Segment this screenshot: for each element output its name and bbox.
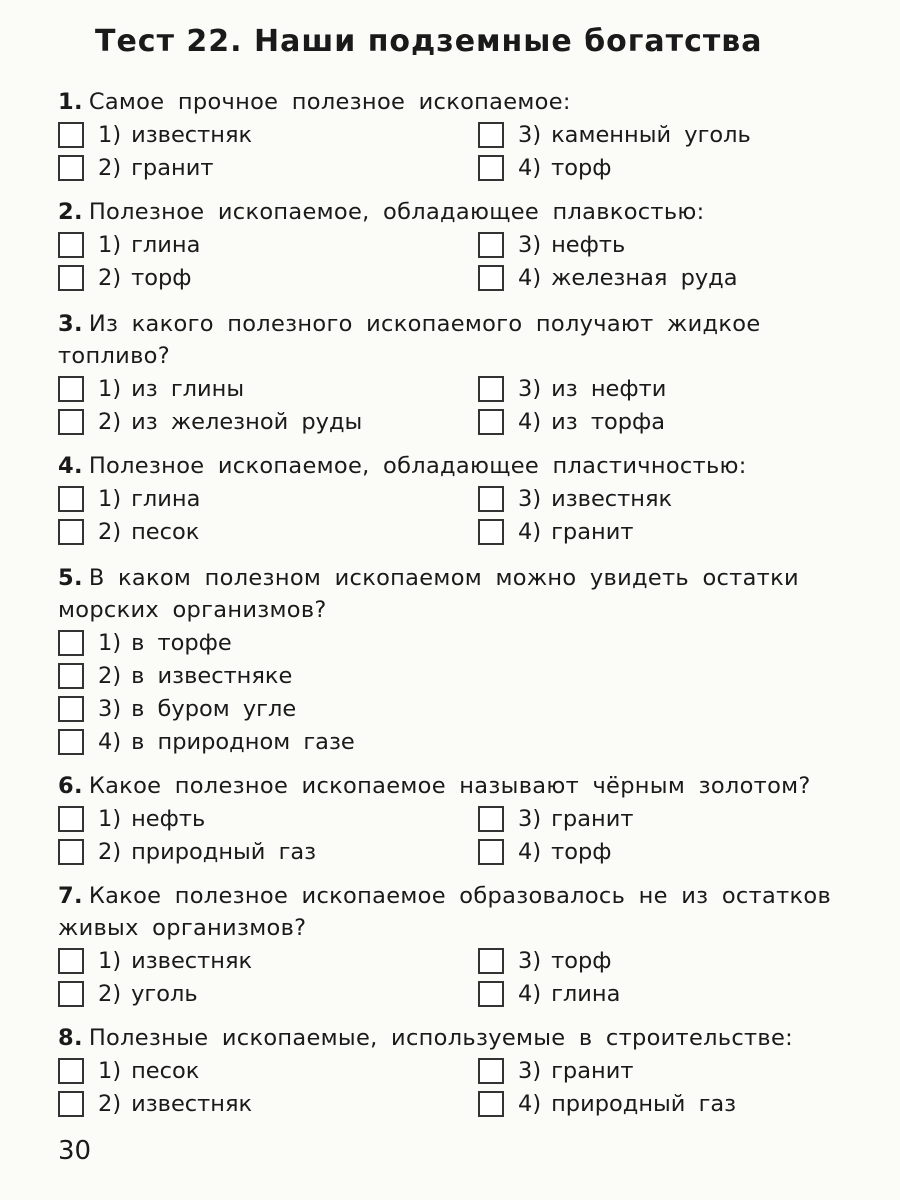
option-text: природный газ [551,1090,737,1117]
option-text: гранит [551,518,634,545]
option-text: в природном газе [131,728,355,755]
option-text: торф [551,947,612,974]
option-number: 3) [518,1057,542,1084]
option-number: 1) [98,1057,122,1084]
option-text: из железной руды [131,408,363,435]
checkbox[interactable] [478,1091,504,1117]
question-2 [58,196,858,294]
answer-option[interactable] [58,1087,478,1120]
option-text: нефть [551,231,626,258]
question-3 [58,308,858,438]
checkbox[interactable] [58,630,84,656]
option-text: каменный уголь [551,121,751,148]
question-text: Какое полезное ископаемое называют чёрным золотом? [88,773,811,799]
option-text: из нефти [551,375,667,402]
option-number: 3) [518,121,542,148]
checkbox[interactable] [58,265,84,291]
checkbox[interactable] [478,122,504,148]
option-text: гранит [131,154,214,181]
answer-option[interactable] [478,515,858,548]
option-text: нефть [131,805,206,832]
answer-option[interactable] [478,1054,858,1087]
option-number: 1) [98,485,122,512]
checkbox[interactable] [478,806,504,832]
answer-option[interactable] [58,659,478,692]
answer-option[interactable] [58,515,478,548]
answer-option[interactable] [58,692,478,725]
checkbox[interactable] [478,265,504,291]
answer-option[interactable] [478,977,858,1010]
question-number: 7. [58,883,83,909]
answer-option[interactable] [58,482,478,515]
answer-option[interactable] [58,372,478,405]
option-text: из торфа [551,408,666,435]
question-text: Какое полезное ископаемое образовалось не из остатков живых организмов? [58,883,832,941]
answer-option[interactable] [478,835,858,868]
option-text: торф [551,838,612,865]
option-number: 3) [518,947,542,974]
question-text: В каком полезном ископаемом можно увидеть остатки морских организмов? [58,565,799,623]
question-8 [58,1022,858,1120]
question-number: 2. [58,199,83,225]
option-number: 4) [518,980,542,1007]
question-6 [58,770,858,868]
question-text: Самое прочное полезное ископаемое: [88,89,571,115]
answer-option[interactable] [58,944,478,977]
question-number: 4. [58,453,83,479]
option-text: железная руда [551,264,738,291]
option-number: 3) [518,805,542,832]
checkbox[interactable] [478,981,504,1007]
checkbox[interactable] [58,839,84,865]
checkbox[interactable] [58,981,84,1007]
checkbox[interactable] [58,663,84,689]
question-7 [58,880,858,1010]
option-number: 3) [98,695,122,722]
checkbox[interactable] [58,729,84,755]
option-number: 4) [518,264,542,291]
option-number: 2) [98,838,122,865]
option-number: 4) [518,518,542,545]
question-4 [58,450,858,548]
option-text: торф [131,264,192,291]
option-text: известняк [131,947,253,974]
option-number: 3) [518,231,542,258]
checkbox[interactable] [58,122,84,148]
option-text: глина [131,231,201,258]
checkbox[interactable] [58,376,84,402]
question-1 [58,86,858,184]
option-text: глина [131,485,201,512]
answer-option[interactable] [478,261,858,294]
option-text: уголь [131,980,198,1007]
question-number: 1. [58,89,83,115]
option-text: песок [131,518,200,545]
checkbox[interactable] [478,519,504,545]
option-number: 1) [98,121,122,148]
option-text: известняк [131,121,253,148]
question-number: 3. [58,311,83,337]
checkbox[interactable] [478,376,504,402]
checkbox[interactable] [58,948,84,974]
answer-option[interactable] [58,261,478,294]
option-number: 4) [518,408,542,435]
option-text: песок [131,1057,200,1084]
option-number: 2) [98,662,122,689]
answer-option[interactable] [478,118,858,151]
checkbox[interactable] [478,409,504,435]
question-text: Из какого полезного ископаемого получают жидкое топливо? [58,311,761,369]
checkbox[interactable] [58,409,84,435]
question-number: 8. [58,1025,83,1051]
option-number: 4) [518,154,542,181]
option-text: в буром угле [131,695,297,722]
question-5 [58,562,858,758]
question-text: Полезное ископаемое, обладающее пластичностью: [88,453,747,479]
option-text: известняк [131,1090,253,1117]
option-number: 3) [518,485,542,512]
checkbox[interactable] [58,486,84,512]
checkbox[interactable] [478,948,504,974]
answer-option[interactable] [58,405,478,438]
question-number: 5. [58,565,83,591]
answer-option[interactable] [478,228,858,261]
checkbox[interactable] [58,806,84,832]
answer-option[interactable] [58,228,478,261]
checkbox[interactable] [58,1091,84,1117]
answer-option[interactable] [478,1087,858,1120]
checkbox[interactable] [478,232,504,258]
option-text: торф [551,154,612,181]
option-number: 2) [98,518,122,545]
answer-option[interactable] [58,977,478,1010]
checkbox[interactable] [58,232,84,258]
checkbox[interactable] [58,696,84,722]
checkbox[interactable] [58,519,84,545]
checkbox[interactable] [478,486,504,512]
option-number: 1) [98,231,122,258]
option-number: 2) [98,264,122,291]
option-number: 1) [98,375,122,402]
answer-option[interactable] [58,118,478,151]
checkbox[interactable] [478,1058,504,1084]
option-text: известняк [551,485,673,512]
answer-option[interactable] [58,626,478,659]
option-text: гранит [551,805,634,832]
answer-option[interactable] [478,482,858,515]
question-text: Полезное ископаемое, обладающее плавкостью: [88,199,705,225]
answer-option[interactable] [58,1054,478,1087]
answer-option[interactable] [478,405,858,438]
option-text: в известняке [131,662,293,689]
checkbox[interactable] [478,155,504,181]
option-number: 2) [98,154,122,181]
option-number: 2) [98,1090,122,1117]
checkbox[interactable] [58,1058,84,1084]
answer-option[interactable] [478,151,858,184]
option-number: 1) [98,947,122,974]
answer-option[interactable] [478,944,858,977]
option-number: 2) [98,980,122,1007]
answer-option[interactable] [478,372,858,405]
option-number: 4) [518,1090,542,1117]
checkbox[interactable] [478,839,504,865]
option-text: в торфе [131,629,232,656]
page-title: Тест 22. Наши подземные богатства [95,24,763,59]
question-number: 6. [58,773,83,799]
option-number: 2) [98,408,122,435]
option-number: 1) [98,629,122,656]
option-number: 3) [518,375,542,402]
option-number: 1) [98,805,122,832]
page-number: 30 [58,1136,92,1166]
option-text: из глины [131,375,245,402]
answer-option[interactable] [58,802,478,835]
answer-option[interactable] [58,151,478,184]
answer-option[interactable] [58,835,478,868]
option-number: 4) [98,728,122,755]
option-text: гранит [551,1057,634,1084]
question-text: Полезные ископаемые, используемые в строительстве: [88,1025,794,1051]
option-number: 4) [518,838,542,865]
option-text: природный газ [131,838,317,865]
answer-option[interactable] [478,802,858,835]
checkbox[interactable] [58,155,84,181]
answer-option[interactable] [58,725,478,758]
option-text: глина [551,980,621,1007]
